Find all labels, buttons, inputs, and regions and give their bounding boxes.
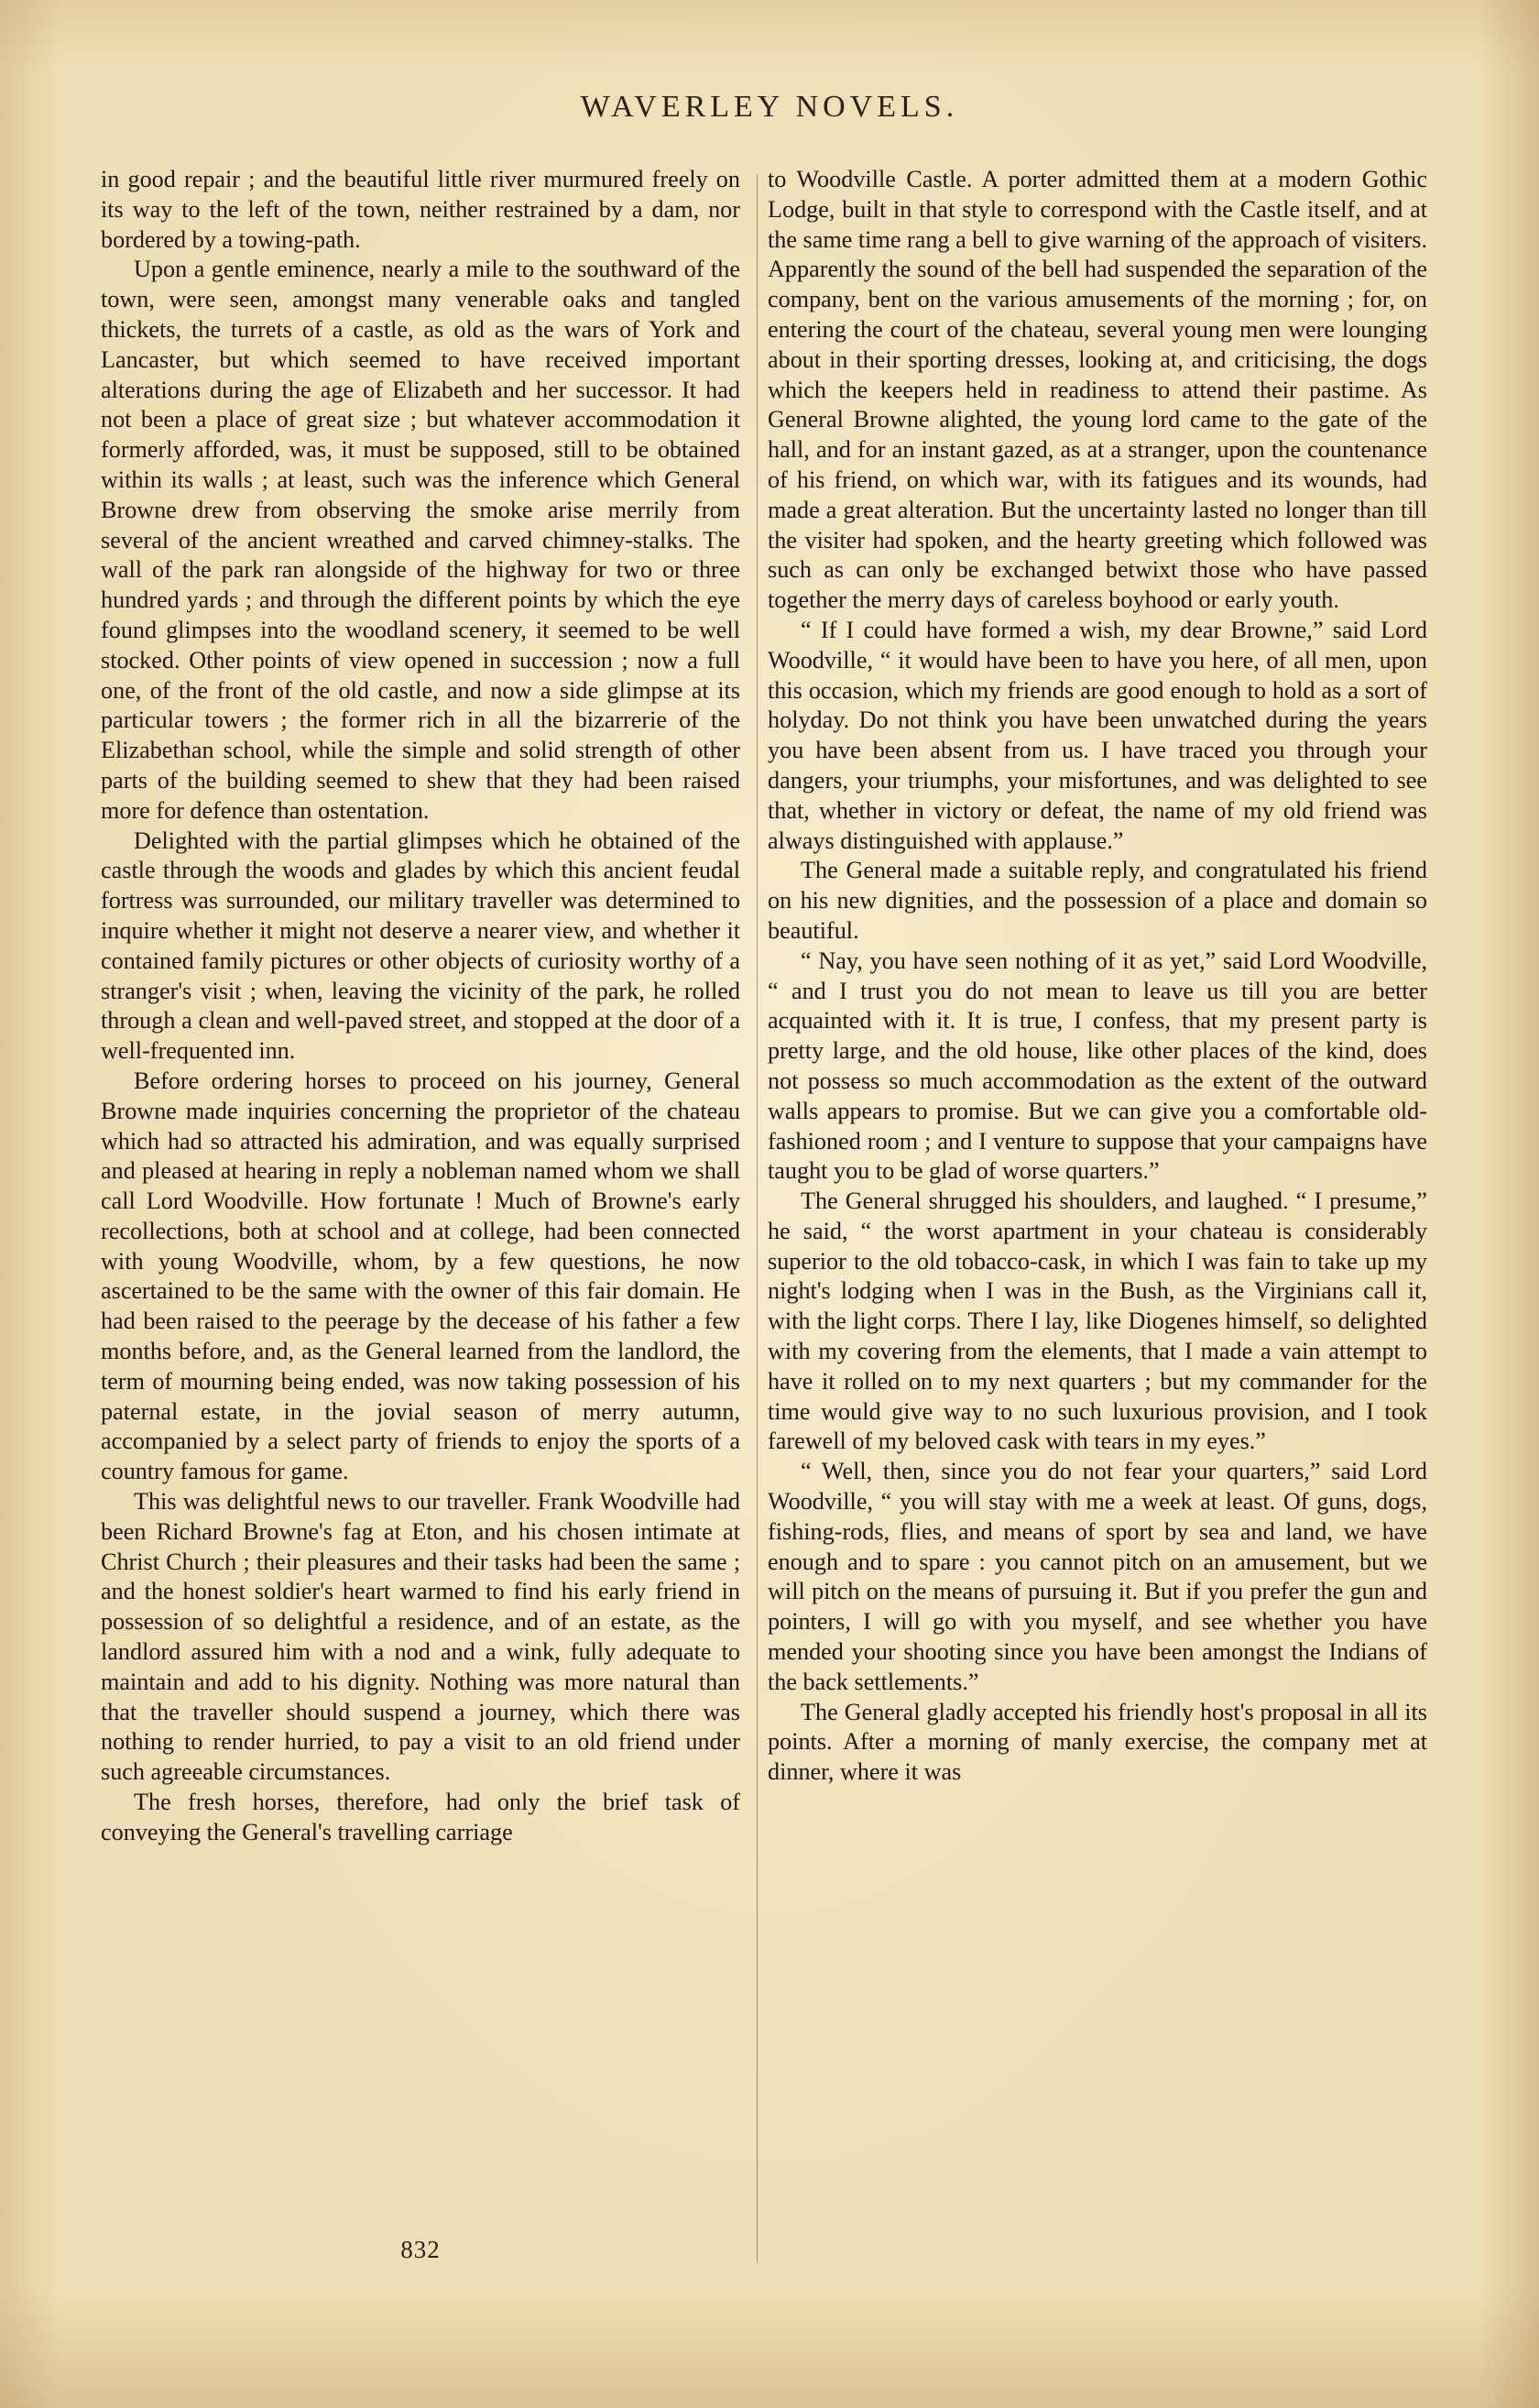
- paragraph: “ Nay, you have seen nothing of it as yet,” said Lord Woodville, “ and I trust you do not mean to leave us till you are better acquainted with it. It is true, I confess, that my present party is pretty large, and the old house, like other places of the kind, does not possess so much accommodation as the extent of the outward walls appears to promise. But we can give you a comfortable old-fashioned room ; and I venture to suppose that your campaigns have taught you to be glad of worse quarters.”: [768, 947, 1427, 1185]
- paragraph: The General gladly accepted his friendly host's proposal in all its points. After a morning of manly exercise, the company met at dinner, where it was: [768, 1698, 1427, 1786]
- running-header: WAVERLEY NOVELS.: [580, 90, 959, 124]
- paragraph: “ Well, then, since you do not fear your quarters,” said Lord Woodville, “ you will stay with me a week at least. Of guns, dogs, fishing-rods, flies, and means of sport by sea and land, we have enough and to spare : you cannot pitch on an amusement, but we will pitch on the means of pursuing it. But if you prefer the gun and pointers, I will go with you myself, and see whether you have mended your shooting since you have been amongst the Indians of the back settlements.”: [768, 1458, 1427, 1695]
- paragraph: to Woodville Castle. A porter admitted them at a modern Gothic Lodge, built in that style to correspond with the Castle itself, and at the same time rang a bell to give warning of the approach of visiters. Apparently the sound of the bell had suspended the separation of the company, bent on the various amusements of the morning ; for, on entering the court of the chateau, several young men were lounging about in their sporting dresses, looking at, and criticising, the dogs which the keepers held in readiness to attend their pastime. As General Browne alighted, the young lord came to the gate of the hall, and for an instant gazed, as at a stranger, upon the countenance of his friend, on which war, with its fatigues and its wounds, had made a great alteration. But the uncertainty lasted no longer than till the visiter had spoken, and the hearty greeting which followed was such as can only be exchanged betwixt those who have passed together the merry days of careless boyhood or early youth.: [768, 166, 1427, 614]
- paragraph: This was delightful news to our traveller. Frank Woodville had been Richard Browne's fag at Eton, and his chosen intimate at Christ Church ; their pleasures and their tasks had been the same ; and the honest soldier's heart warmed to find his early friend in possession of so delightful a residence, and of an estate, as the landlord assured him with a nod and a wink, fully adequate to maintain and add to his dignity. Nothing was more natural than that the traveller should suspend a journey, which there was nothing to render hurried, to pay a visit to an old friend under such agreeable circumstances.: [101, 1488, 740, 1786]
- right-column: [768, 165, 1427, 1788]
- paragraph: The fresh horses, therefore, had only the brief task of conveying the General's travelling carriage: [101, 1789, 740, 1845]
- paragraph: in good repair ; and the beautiful little river murmured freely on its way to the left of the town, neither restrained by a dam, nor bordered by a towing-path.: [101, 166, 740, 253]
- paragraph: The General made a suitable reply, and congratulated his friend on his new dignities, and the possession of a place and domain so beautiful.: [768, 857, 1427, 944]
- paragraph: Delighted with the partial glimpses which he obtained of the castle through the woods and glades by which this ancient feudal fortress was surrounded, our military traveller was determined to inquire whether it might not deserve a nearer view, and whether it contained family pictures or other objects of curiosity worthy of a stranger's visit ; when, leaving the vicinity of the park, he rolled through a clean and well-paved street, and stopped at the door of a well-frequented inn.: [101, 826, 740, 1065]
- column-divider: [757, 174, 758, 2263]
- paragraph: Before ordering horses to proceed on his journey, General Browne made inquiries concerning the proprietor of the chateau which had so attracted his admiration, and was equally surprised and pleased at hearing in reply a nobleman named whom we shall call Lord Woodville. How fortunate ! Much of Browne's early recollections, both at school and at college, had been connected with young Woodville, whom, by a few questions, he now ascertained to be the same with the owner of this fair domain. He had been raised to the peerage by the decease of his father a few months before, and, as the General learned from the landlord, the term of mourning being ended, was now taking possession of his paternal estate, in the jovial season of merry autumn, accompanied by a select party of friends to enjoy the sports of a country famous for game.: [101, 1067, 740, 1485]
- paragraph: Upon a gentle eminence, nearly a mile to the southward of the town, were seen, amongst many venerable oaks and tangled thickets, the turrets of a castle, as old as the wars of York and Lancaster, but which seemed to have received important alterations during the age of Elizabeth and her successor. It had not been a place of great size ; but whatever accommodation it formerly afforded, was, it must be supposed, still to be obtained within its walls ; at least, such was the inference which General Browne drew from observing the smoke arise merrily from several of the ancient wreathed and carved chimney-stalks. The wall of the park ran alongside of the highway for two or three hundred yards ; and through the different points by which the eye found glimpses into the woodland scenery, it seemed to be well stocked. Other points of view opened in succession ; now a full one, of the front of the old castle, and now a side glimpse at its particular towers ; the former rich in all the bizarrerie of the Elizabethan school, while the simple and solid strength of other parts of the building seemed to shew that they had been raised more for defence than ostentation.: [101, 256, 740, 824]
- paragraph: The General shrugged his shoulders, and laughed. “ I presume,” he said, “ the worst apartment in your chateau is considerably superior to the old tobacco-cask, in which I was fain to take up my night's lodging when I was in the Bush, as the Virginians call it, with the light corps. There I lay, like Diogenes himself, so delighted with my covering from the elements, that I made a vain attempt to have it rolled on to my next quarters ; but my commander for the time would give way to no such luxurious provision, and I took farewell of my beloved cask with tears in my eyes.”: [768, 1188, 1427, 1455]
- page-number: 832: [400, 2236, 441, 2263]
- left-column: [101, 165, 740, 1848]
- paragraph: “ If I could have formed a wish, my dear Browne,” said Lord Woodville, “ it would have been to have you here, of all men, upon this occasion, which my friends are good enough to hold as a sort of holyday. Do not think you have been unwatched during the years you have been absent from us. I have traced you through your dangers, your triumphs, your misfortunes, and was delighted to see that, whether in victory or defeat, the name of my old friend was always distinguished with applause.”: [768, 616, 1427, 854]
